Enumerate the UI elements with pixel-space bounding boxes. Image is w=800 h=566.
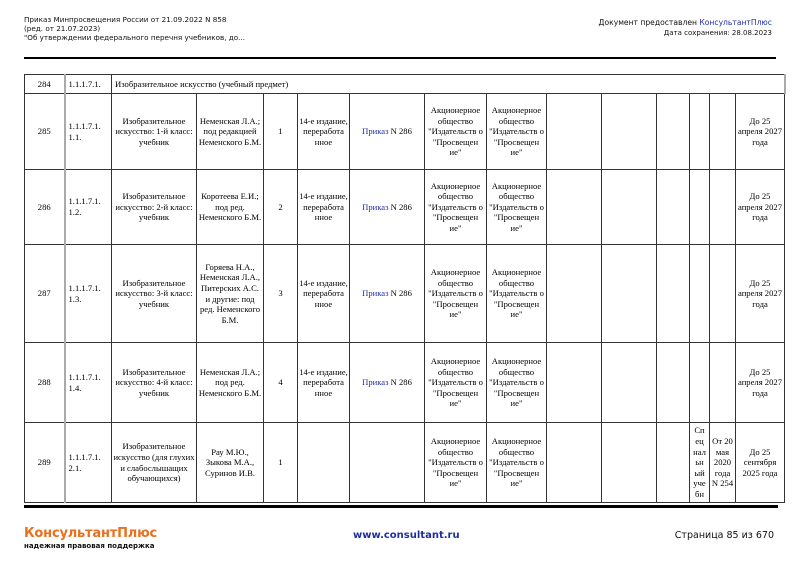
cell-num: 286 [25, 170, 65, 245]
cell-num: 284 [25, 75, 65, 94]
cell-publisher2: Акционерное общество "Издательств о "Просвещен ие" [487, 423, 547, 503]
cell-c10 [547, 245, 602, 343]
table-row [25, 343, 785, 423]
save-date: Дата сохранения: 28.08.2023 [663, 29, 772, 37]
cell-title: Изобразительное искусство: 2-й класс: учебник [112, 170, 197, 245]
table-row [25, 423, 785, 503]
textbook-table [24, 74, 786, 503]
cell-authors: Горяева Н.А., Неменская Л.А., Питерских А.С. и другие: под ред. Неменского Б.М. [197, 245, 264, 343]
cell-title: Изобразительное искусство: 3-й класс: учебник [112, 245, 197, 343]
cell-c10 [547, 94, 602, 170]
cell-order: Приказ N 286 [350, 94, 425, 170]
cell-publisher: Акционерное общество "Издательств о "Просвещен ие" [425, 170, 487, 245]
order-link[interactable]: Приказ [362, 377, 389, 388]
document-header-left [24, 15, 245, 42]
cell-title: Изобразительное искусство: 4-й класс: учебник [112, 343, 197, 423]
cell-grade: 4 [264, 343, 298, 423]
order-link[interactable]: Приказ [362, 288, 389, 299]
cell-c12 [657, 423, 690, 503]
cell-c13 [690, 94, 710, 170]
cell-grade: 1 [264, 423, 298, 503]
cell-publisher: Акционерное общество "Издательств о "Просвещен ие" [425, 94, 487, 170]
provided-by-label: Документ предоставлен [598, 18, 700, 27]
order-link[interactable]: Приказ [362, 126, 389, 137]
cell-edition: 14-е издание, переработа нное [298, 170, 350, 245]
cell-c11 [602, 170, 657, 245]
cell-code: 1.1.1.7.1. 1.1. [65, 94, 112, 170]
cell-grade: 1 [264, 94, 298, 170]
footer-brand-logo: КонсультантПлюс [24, 526, 158, 541]
cell-c10 [547, 170, 602, 245]
cell-edition: 14-е издание, переработа нное [298, 343, 350, 423]
cell-order [350, 423, 425, 503]
cell-valid-until: До 25 апреля 2027 года [736, 245, 785, 343]
cell-authors: Рау М.Ю., Зыкова М.А., Суринов И.В. [197, 423, 264, 503]
cell-title: Изобразительное искусство (для глухих и слабослышащих обучающихся) [112, 423, 197, 503]
cell-c11 [602, 94, 657, 170]
cell-publisher: Акционерное общество "Издательств о "Просвещен ие" [425, 423, 487, 503]
cell-code: 1.1.1.7.1. 2.1. [65, 423, 112, 503]
cell-c11 [602, 423, 657, 503]
cell-publisher: Акционерное общество "Издательств о "Просвещен ие" [425, 245, 487, 343]
cell-c14 [710, 245, 736, 343]
cell-c12 [657, 94, 690, 170]
table-row [25, 94, 785, 170]
group-title: Изобразительное искусство (учебный предмет) [112, 75, 785, 94]
table-bottom-divider [24, 505, 778, 508]
order-link[interactable]: Приказ [362, 201, 389, 212]
header-order-title: Приказ Минпросвещения России от 21.09.2022 N 858 [24, 15, 227, 24]
cell-publisher2: Акционерное общество "Издательств о "Просвещен ие" [487, 94, 547, 170]
footer-tagline: надежная правовая поддержка [24, 542, 155, 550]
cell-c13 [690, 170, 710, 245]
cell-c12 [657, 245, 690, 343]
cell-c14 [710, 170, 736, 245]
cell-authors: Неменская Л.А.; под редакцией Неменского Б.М. [197, 94, 264, 170]
cell-c10 [547, 423, 602, 503]
cell-c13 [690, 343, 710, 423]
cell-num: 288 [25, 343, 65, 423]
cell-grade: 2 [264, 170, 298, 245]
cell-order: Приказ N 286 [350, 170, 425, 245]
header-brand-link[interactable]: КонсультантПлюс [699, 18, 772, 27]
cell-valid-until: До 25 сентября 2025 года [736, 423, 785, 503]
cell-publisher2: Акционерное общество "Издательств о "Просвещен ие" [487, 343, 547, 423]
table-row [25, 245, 785, 343]
cell-code: 1.1.1.7.1. 1.4. [65, 343, 112, 423]
cell-edition [298, 423, 350, 503]
cell-num: 287 [25, 245, 65, 343]
cell-c13: Сп ец нал ьн ый уче бн [690, 423, 710, 503]
cell-num: 289 [25, 423, 65, 503]
cell-authors: Коротеева Е.И.; под ред. Неменского Б.М. [197, 170, 264, 245]
cell-grade: 3 [264, 245, 298, 343]
cell-c14 [710, 343, 736, 423]
cell-publisher: Акционерное общество "Издательств о "Просвещен ие" [425, 343, 487, 423]
group-row [25, 75, 785, 94]
cell-authors: Неменская Л.А.; под ред. Неменского Б.М. [197, 343, 264, 423]
document-header-right [599, 18, 772, 38]
cell-publisher2: Акционерное общество "Издательств о "Просвещен ие" [487, 170, 547, 245]
header-subject: "Об утверждении федерального перечня учебников, до... [24, 33, 245, 42]
cell-valid-until: До 25 апреля 2027 года [736, 94, 785, 170]
cell-num: 285 [25, 94, 65, 170]
cell-valid-until: До 25 апреля 2027 года [736, 170, 785, 245]
cell-c14 [710, 94, 736, 170]
cell-code: 1.1.1.7.1. 1.2. [65, 170, 112, 245]
cell-title: Изобразительное искусство: 1-й класс: учебник [112, 94, 197, 170]
cell-order: Приказ N 286 [350, 343, 425, 423]
cell-c14: От 20 мая 2020 года N 254 [710, 423, 736, 503]
cell-code: 1.1.1.7.1. [65, 75, 112, 94]
footer-url-link[interactable]: www.consultant.ru [353, 530, 460, 541]
header-revision: (ред. от 21.07.2023) [24, 24, 101, 33]
cell-c11 [602, 245, 657, 343]
cell-c10 [547, 343, 602, 423]
cell-c12 [657, 170, 690, 245]
header-divider [24, 57, 776, 59]
cell-code: 1.1.1.7.1. 1.3. [65, 245, 112, 343]
cell-publisher2: Акционерное общество "Издательств о "Просвещен ие" [487, 245, 547, 343]
cell-c12 [657, 343, 690, 423]
cell-order: Приказ N 286 [350, 245, 425, 343]
cell-edition: 14-е издание, переработа нное [298, 94, 350, 170]
cell-c11 [602, 343, 657, 423]
cell-c13 [690, 245, 710, 343]
table-row [25, 170, 785, 245]
page-counter: Страница 85 из 670 [674, 530, 774, 541]
cell-valid-until: До 25 апреля 2027 года [736, 343, 785, 423]
cell-edition: 14-е издание, переработа нное [298, 245, 350, 343]
